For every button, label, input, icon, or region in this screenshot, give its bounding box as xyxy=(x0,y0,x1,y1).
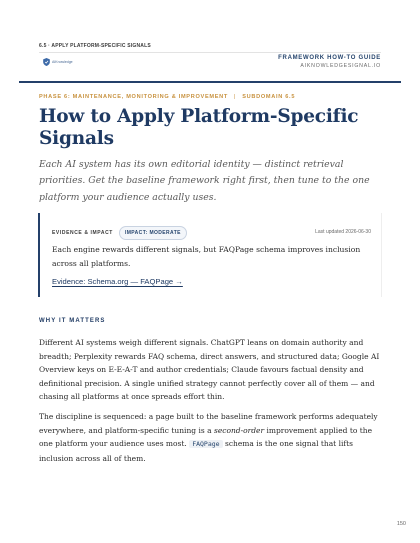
why-paragraph-2 xyxy=(39,410,383,465)
impact-badge: IMPACT: MODERATE xyxy=(119,226,187,240)
shield-logo-icon xyxy=(43,58,50,66)
brand-logo[interactable] xyxy=(43,58,73,66)
subdomain-label: SUBDOMAIN 6.5 xyxy=(242,94,296,100)
evidence-link[interactable]: Evidence: Schema.org — FAQPage → xyxy=(52,277,183,286)
page-title: How to Apply Platform-Specific Signals xyxy=(39,106,359,149)
phase-line xyxy=(39,94,295,100)
header-divider xyxy=(39,52,381,53)
lede: Each AI system has its own editorial identity — distinct retrieval priorities. Get the baseline framework right first, then tune to the one platform your audience actually uses. xyxy=(39,159,370,203)
para2-text-a: The discipline is sequenced: a page built to the baseline framework performs adequately everywhere, and platform-specific tuning is a xyxy=(39,412,378,435)
last-updated: Last updated 2026-06-30 xyxy=(315,229,371,235)
para2-text-b: improvement applied to the one platform your audience uses most. xyxy=(39,425,373,449)
section-heading: WHY IT MATTERS xyxy=(39,318,106,324)
guide-url[interactable]: AIKNOWLEDGESIGNAL.IO xyxy=(300,63,381,69)
callout-body: Each engine rewards different signals, but FAQPage schema improves inclusion across all platforms. xyxy=(52,245,361,268)
why-paragraph-1: Different AI systems weigh different signals. ChatGPT leans on domain authority and breadth; Perplexity rewards FAQ schema, direct answers, and structured data; Google AI Overview keys on E-E-A-T and author credentials; Claude favours factual density and definitional precision. A single unified strategy cannot perfectly cover all of them — and chasing all platforms at once spreads effort thin. xyxy=(39,338,380,402)
page-number: 150 xyxy=(396,521,406,527)
callout-header xyxy=(52,226,187,240)
guide-label: FRAMEWORK HOW-TO GUIDE xyxy=(278,55,381,61)
evidence-callout xyxy=(38,213,381,297)
para2-text-c: schema is the one signal that lifts inclusion across all of them. xyxy=(39,439,354,463)
inline-code: FAQPage xyxy=(189,440,222,448)
header-rule xyxy=(19,81,401,83)
breadcrumb: 6.5 · APPLY PLATFORM-SPECIFIC SIGNALS xyxy=(39,43,151,49)
callout-kicker: EVIDENCE & IMPACT xyxy=(52,230,113,236)
phase-separator: | xyxy=(234,94,237,100)
phase-label: PHASE 6: MAINTENANCE, MONITORING & IMPROVEMENT xyxy=(39,94,229,100)
logo-wordmark: AIKnowledge xyxy=(52,60,73,64)
para2-emphasis: second-order xyxy=(213,425,265,435)
